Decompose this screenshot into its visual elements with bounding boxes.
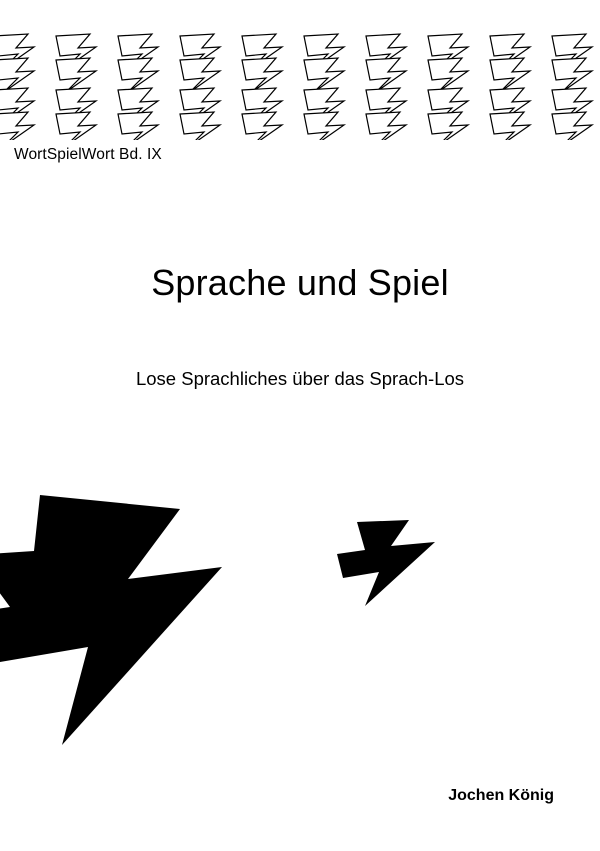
- zigzag-block-icon: [0, 495, 240, 745]
- zigzag-band-decoration: [0, 28, 600, 140]
- author-name: Jochen König: [448, 787, 554, 804]
- book-subtitle: Lose Sprachliches über das Sprach-Los: [135, 368, 465, 389]
- zigzag-block-small-icon: [335, 520, 455, 610]
- zigzag-block-small-decoration: [335, 520, 455, 610]
- zigzag-pattern-icon: [0, 28, 600, 140]
- zigzag-block-large-decoration: [0, 495, 240, 745]
- book-title: Sprache und Spiel: [151, 262, 449, 304]
- series-label: WortSpielWort Bd. IX: [14, 146, 162, 163]
